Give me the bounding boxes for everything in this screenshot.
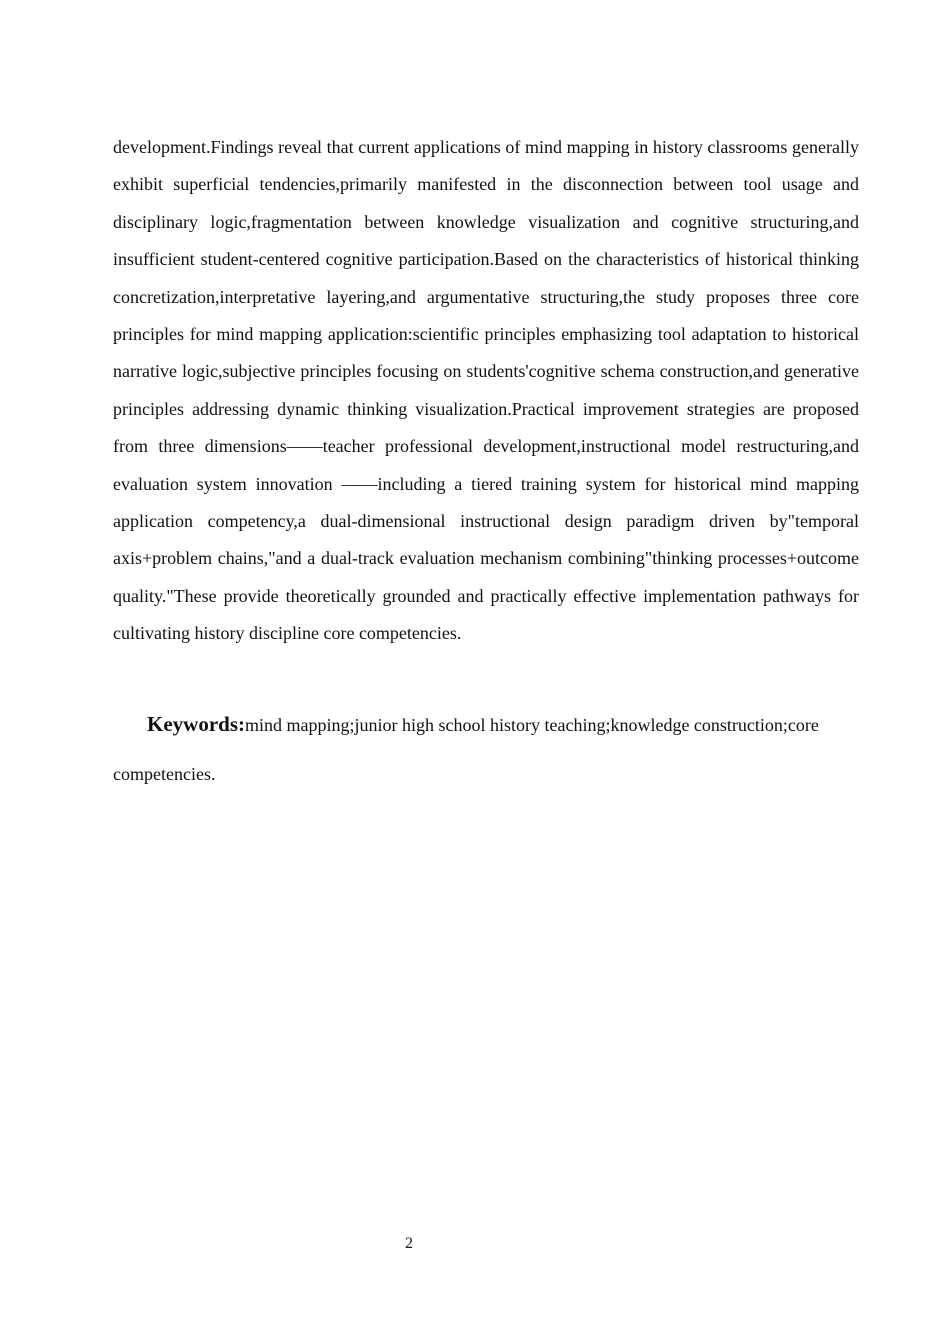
keywords-label: Keywords: (147, 712, 245, 736)
keywords-paragraph (113, 700, 859, 799)
page-number: 2 (405, 1235, 413, 1252)
keywords-text: mind mapping;junior high school history teaching;knowledge construction;core competencies. (113, 715, 819, 784)
abstract-paragraph: development.Findings reveal that current applications of mind mapping in history classrooms generally exhibit superficial tendencies,primarily manifested in the disconnection between tool usage and disciplinary logic,fragmentation between knowledge visualization and cognitive structuring,and insufficient student-centered cognitive participation.Based on the characteristics of historical thinking concretization,interpretative layering,and argumentative structuring,the study proposes three core principles for mind mapping application:scientific principles emphasizing tool adaptation to historical narrative logic,subjective principles focusing on students'cognitive schema construction,and generative principles addressing dynamic thinking visualization.Practical improvement strategies are proposed from three dimensions——teacher professional development,instructional model restructuring,and evaluation system innovation ——including a tiered training system for historical mind mapping application competency,a dual-dimensional instructional design paradigm driven by"temporal axis+problem chains,"and a dual-track evaluation mechanism combining"thinking processes+outcome quality."These provide theoretically grounded and practically effective implementation pathways for cultivating history discipline core competencies. (113, 137, 859, 644)
